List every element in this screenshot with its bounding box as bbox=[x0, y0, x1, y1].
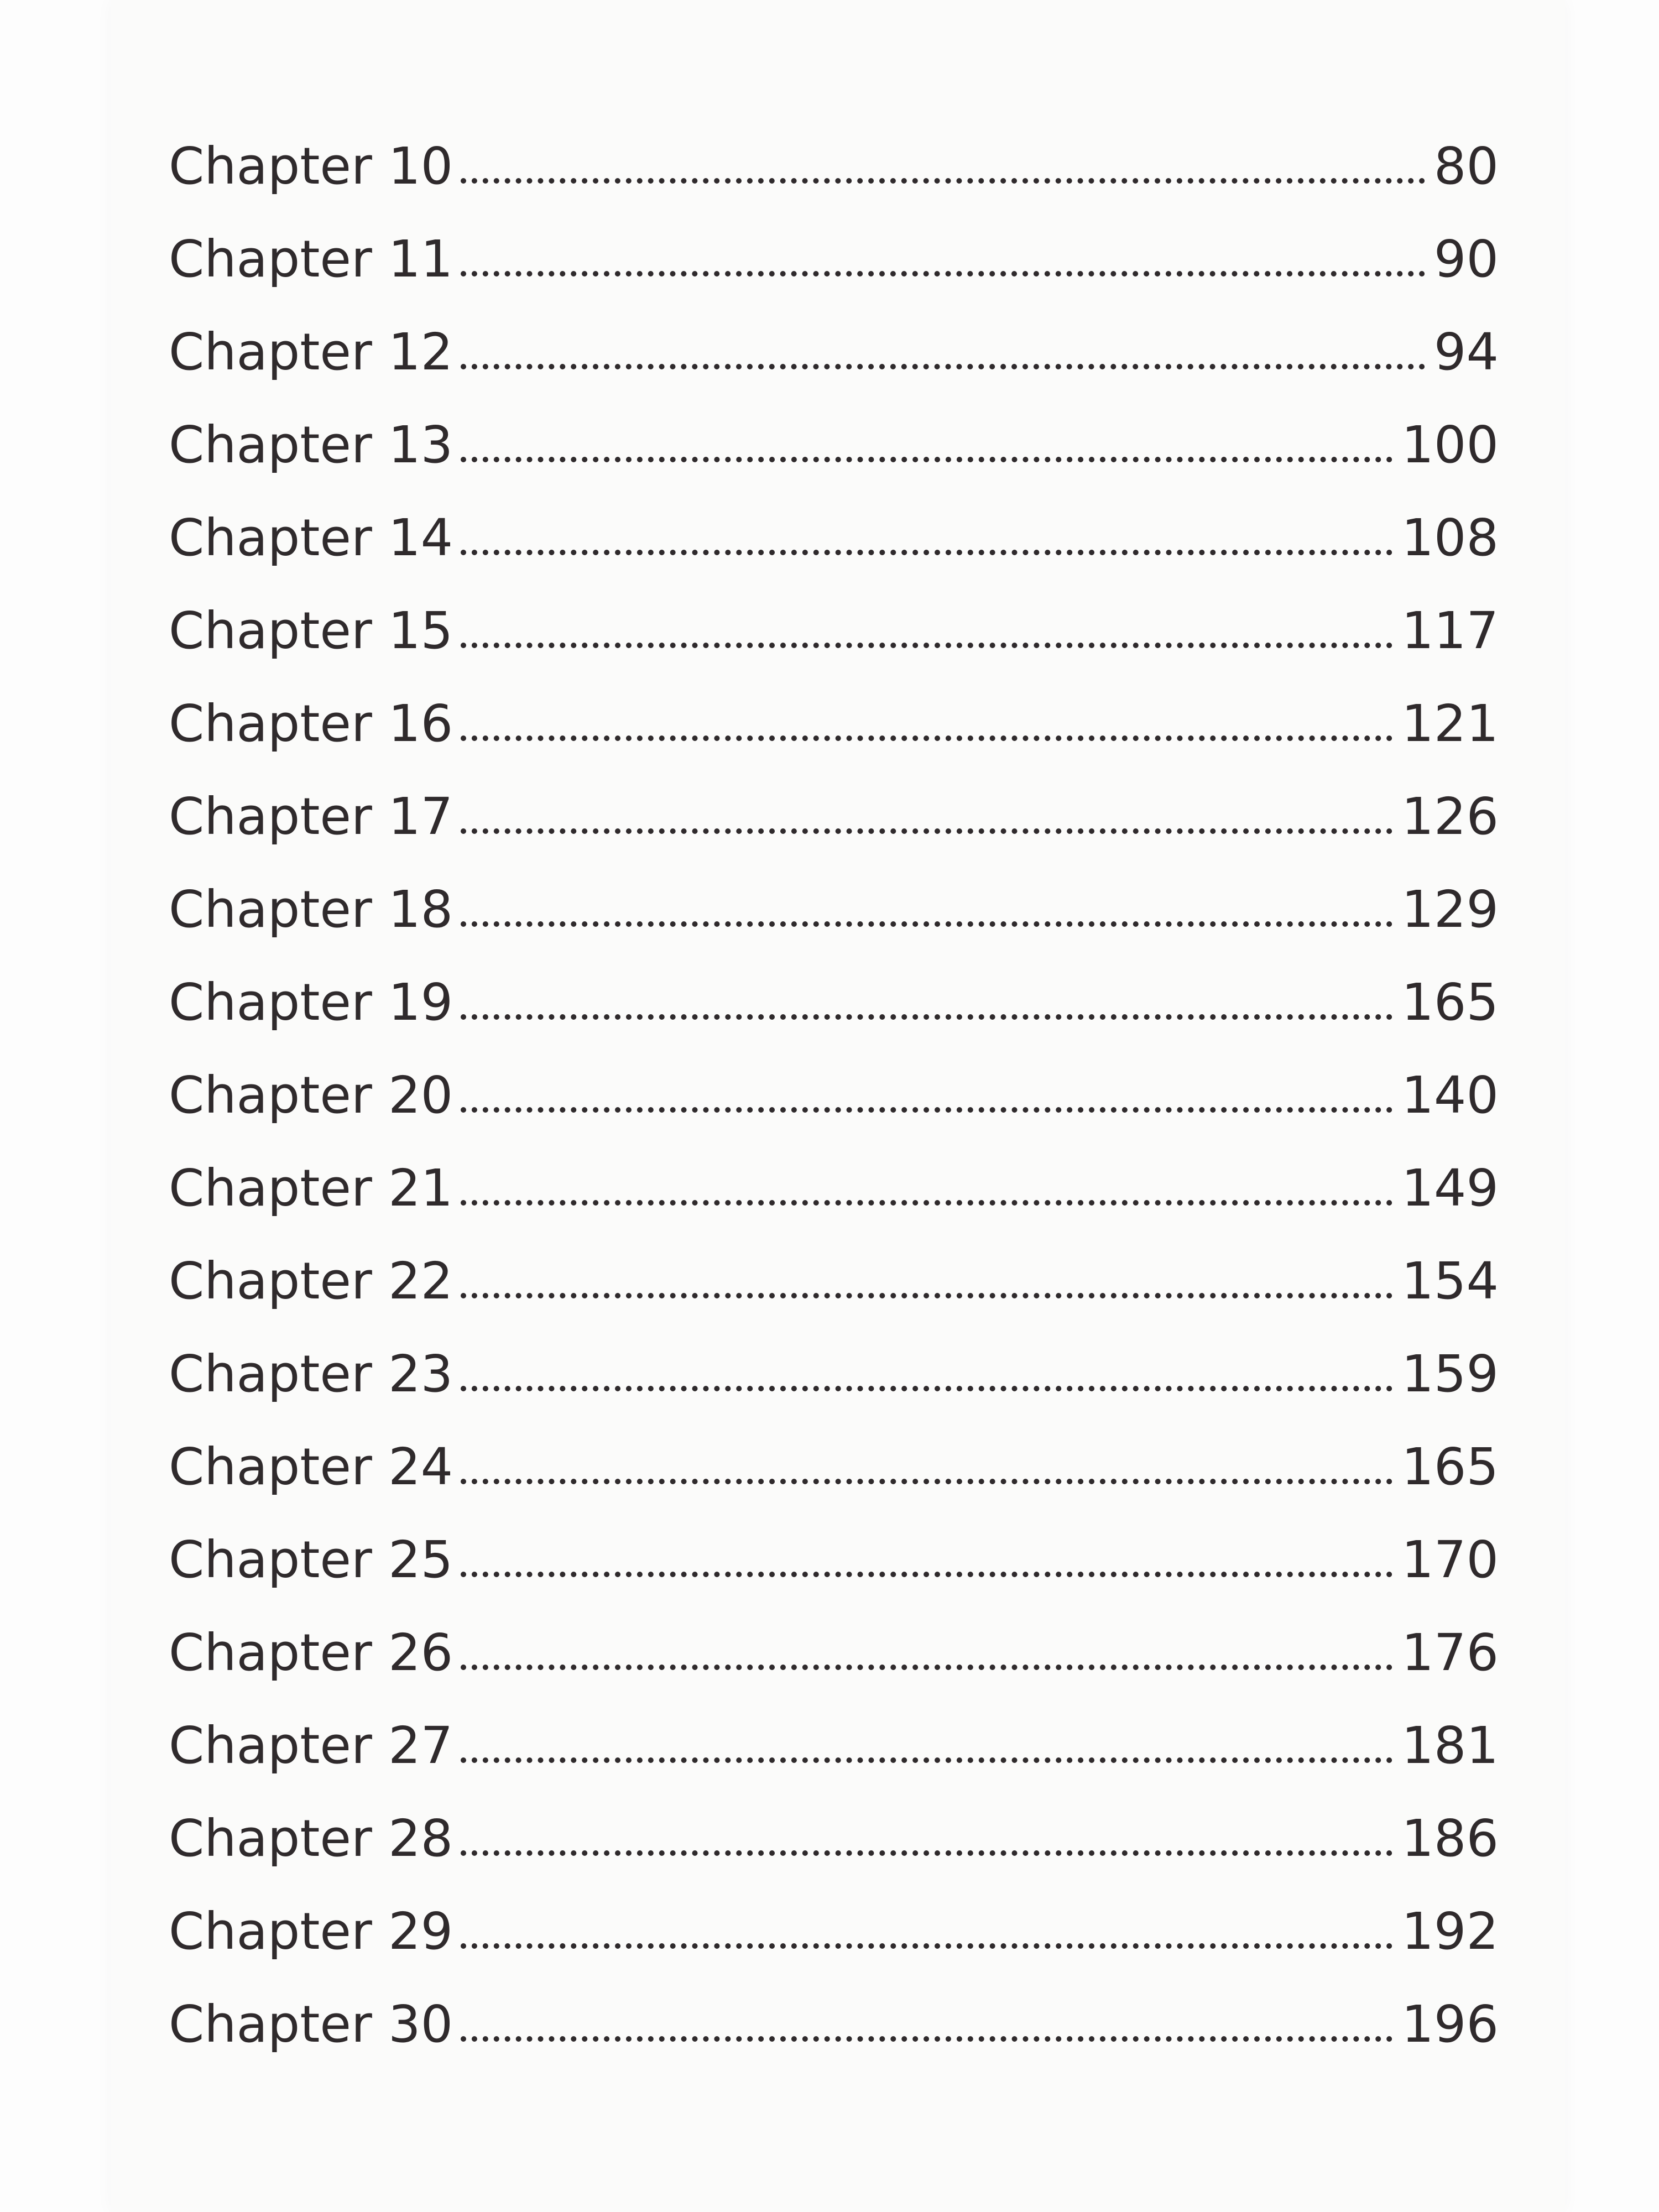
toc-row-chapter-24 bbox=[169, 1437, 1499, 1535]
toc-chapter-title: Chapter 25 bbox=[169, 1530, 453, 1589]
dot-leader bbox=[461, 643, 1392, 648]
toc-row-chapter-10 bbox=[169, 137, 1499, 234]
toc-chapter-title: Chapter 11 bbox=[169, 229, 453, 289]
dot-leader bbox=[461, 735, 1392, 741]
dot-leader bbox=[461, 457, 1392, 462]
toc-row-chapter-11 bbox=[169, 229, 1499, 327]
toc-page-number: 170 bbox=[1401, 1530, 1499, 1589]
toc-chapter-title: Chapter 18 bbox=[169, 880, 453, 939]
dot-leader bbox=[461, 1200, 1392, 1206]
dot-leader bbox=[461, 1757, 1392, 1763]
toc-chapter-title: Chapter 13 bbox=[169, 415, 453, 474]
dot-leader bbox=[461, 178, 1425, 184]
toc-page-number: 121 bbox=[1401, 694, 1499, 753]
toc-page-number: 94 bbox=[1433, 322, 1499, 382]
toc-page-number: 80 bbox=[1433, 137, 1499, 196]
toc-row-chapter-17 bbox=[169, 787, 1499, 884]
dot-leader bbox=[461, 550, 1392, 555]
dot-leader bbox=[461, 364, 1425, 369]
toc-page-number: 186 bbox=[1401, 1809, 1499, 1868]
toc-row-chapter-23 bbox=[169, 1344, 1499, 1442]
toc-page-number: 149 bbox=[1401, 1159, 1499, 1218]
toc-page-number: 154 bbox=[1401, 1251, 1499, 1311]
dot-leader bbox=[461, 2036, 1392, 2042]
toc-chapter-title: Chapter 12 bbox=[169, 322, 453, 382]
dot-leader bbox=[461, 1107, 1392, 1113]
toc-page-number: 117 bbox=[1401, 601, 1499, 660]
dot-leader bbox=[461, 1014, 1392, 1020]
toc-page-number: 176 bbox=[1401, 1623, 1499, 1682]
toc-page-number: 140 bbox=[1401, 1066, 1499, 1125]
toc-row-chapter-29 bbox=[169, 1902, 1499, 1999]
table-of-contents bbox=[169, 137, 1499, 2092]
dot-leader bbox=[461, 1386, 1392, 1391]
toc-chapter-title: Chapter 22 bbox=[169, 1251, 453, 1311]
toc-row-chapter-18 bbox=[169, 880, 1499, 977]
toc-page-number: 129 bbox=[1401, 880, 1499, 939]
toc-chapter-title: Chapter 27 bbox=[169, 1716, 453, 1775]
toc-page-number: 165 bbox=[1401, 1437, 1499, 1496]
toc-page-number: 159 bbox=[1401, 1344, 1499, 1404]
toc-chapter-title: Chapter 10 bbox=[169, 137, 453, 196]
dot-leader bbox=[461, 1572, 1392, 1577]
toc-chapter-title: Chapter 30 bbox=[169, 1995, 453, 2054]
dot-leader bbox=[461, 1479, 1392, 1484]
toc-chapter-title: Chapter 24 bbox=[169, 1437, 453, 1496]
toc-page-number: 90 bbox=[1433, 229, 1499, 289]
toc-row-chapter-13 bbox=[169, 415, 1499, 513]
toc-row-chapter-22 bbox=[169, 1251, 1499, 1349]
toc-chapter-title: Chapter 29 bbox=[169, 1902, 453, 1961]
toc-chapter-title: Chapter 19 bbox=[169, 973, 453, 1032]
toc-row-chapter-26 bbox=[169, 1623, 1499, 1720]
toc-page-number: 165 bbox=[1401, 973, 1499, 1032]
toc-chapter-title: Chapter 28 bbox=[169, 1809, 453, 1868]
toc-row-chapter-15 bbox=[169, 601, 1499, 698]
toc-row-chapter-25 bbox=[169, 1530, 1499, 1627]
toc-chapter-title: Chapter 21 bbox=[169, 1159, 453, 1218]
dot-leader bbox=[461, 1293, 1392, 1298]
toc-row-chapter-20 bbox=[169, 1066, 1499, 1163]
toc-row-chapter-21 bbox=[169, 1159, 1499, 1256]
toc-page-number: 108 bbox=[1401, 508, 1499, 567]
toc-chapter-title: Chapter 26 bbox=[169, 1623, 453, 1682]
dot-leader bbox=[461, 1850, 1392, 1856]
toc-chapter-title: Chapter 17 bbox=[169, 787, 453, 846]
dot-leader bbox=[461, 828, 1392, 834]
toc-row-chapter-28 bbox=[169, 1809, 1499, 1906]
toc-row-chapter-12 bbox=[169, 322, 1499, 420]
toc-chapter-title: Chapter 20 bbox=[169, 1066, 453, 1125]
dot-leader bbox=[461, 271, 1425, 276]
dot-leader bbox=[461, 921, 1392, 927]
toc-page-number: 100 bbox=[1401, 415, 1499, 474]
toc-row-chapter-16 bbox=[169, 694, 1499, 791]
dot-leader bbox=[461, 1665, 1392, 1670]
toc-chapter-title: Chapter 14 bbox=[169, 508, 453, 567]
toc-row-chapter-14 bbox=[169, 508, 1499, 606]
toc-page-number: 192 bbox=[1401, 1902, 1499, 1961]
toc-row-chapter-19 bbox=[169, 973, 1499, 1070]
toc-chapter-title: Chapter 23 bbox=[169, 1344, 453, 1404]
toc-page-number: 181 bbox=[1401, 1716, 1499, 1775]
dot-leader bbox=[461, 1943, 1392, 1949]
toc-page-number: 196 bbox=[1401, 1995, 1499, 2054]
toc-page-number: 126 bbox=[1401, 787, 1499, 846]
toc-chapter-title: Chapter 16 bbox=[169, 694, 453, 753]
toc-row-chapter-30 bbox=[169, 1995, 1499, 2092]
toc-chapter-title: Chapter 15 bbox=[169, 601, 453, 660]
toc-row-chapter-27 bbox=[169, 1716, 1499, 1813]
